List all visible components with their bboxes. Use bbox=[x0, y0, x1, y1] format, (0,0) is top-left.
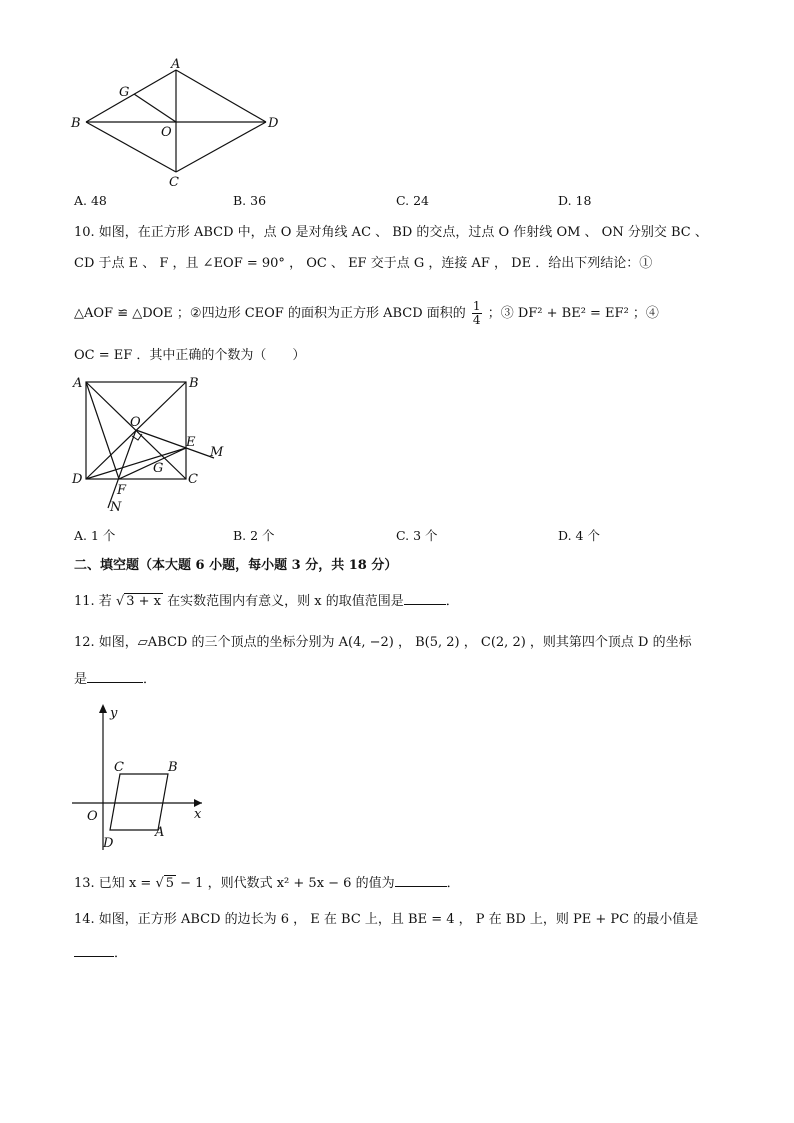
q12-label-C: C bbox=[114, 760, 124, 775]
section-2-title: 二、填空题（本大题 6 小题，每小题 3 分，共 18 分） bbox=[74, 558, 398, 573]
q13-answer-blank[interactable] bbox=[395, 874, 447, 887]
q9-label-G: G bbox=[119, 85, 130, 100]
q12-label-x: x bbox=[194, 807, 202, 822]
q12-line-2 bbox=[74, 670, 156, 689]
q9-option-a: A. 48 bbox=[74, 193, 107, 208]
q12-coordinate-figure bbox=[66, 700, 216, 856]
q12-label-B: B bbox=[168, 760, 178, 775]
q11-answer-blank[interactable] bbox=[404, 592, 446, 605]
q11-sqrt: √ 3 + x bbox=[115, 594, 162, 609]
q10-label-A: A bbox=[73, 376, 83, 391]
q13-sqrt: √ 5 bbox=[155, 876, 175, 891]
q9-rhombus-figure bbox=[66, 56, 286, 190]
q10-label-O: O bbox=[130, 415, 141, 430]
q10-label-C: C bbox=[188, 472, 198, 487]
q9-label-O: O bbox=[161, 125, 172, 140]
q13-prefix: 13. 已知 x = bbox=[74, 876, 152, 891]
q9-label-A: A bbox=[171, 57, 181, 72]
q12-line-2-prefix: 是 bbox=[74, 672, 88, 687]
q12-label-O: O bbox=[87, 809, 98, 824]
q14-answer-blank[interactable] bbox=[74, 944, 114, 957]
q13-mid: − 1 ，则代数式 x² + 5x − 6 的值为 bbox=[180, 876, 395, 891]
q13-line bbox=[74, 874, 460, 893]
q10-label-D: D bbox=[72, 472, 83, 487]
q10-frac-den: 4 bbox=[472, 313, 481, 327]
q12-line-2-end: ． bbox=[143, 672, 157, 687]
q10-frac-num: 1 bbox=[472, 299, 481, 313]
q10-fraction bbox=[472, 300, 482, 327]
q12-answer-blank[interactable] bbox=[87, 670, 143, 683]
q11-line bbox=[74, 592, 459, 611]
q10-label-G: G bbox=[153, 461, 164, 476]
q9-option-d: D. 18 bbox=[558, 193, 592, 208]
q10-line-2: CD 于点 E 、 F ，且 ∠EOF = 90° ， OC 、 EF 交于点 G ，连接 AF ， DE ．给出下列结论：① bbox=[74, 256, 653, 271]
q10-option-b: B. 2 个 bbox=[233, 528, 275, 543]
q12-label-A: A bbox=[155, 825, 165, 840]
q10-label-N: N bbox=[110, 500, 122, 515]
q9-label-C: C bbox=[169, 175, 179, 190]
q10-square-figure bbox=[66, 370, 236, 518]
q9-label-D: D bbox=[268, 116, 279, 131]
q14-line-2-end: ． bbox=[114, 946, 128, 961]
q9-label-B: B bbox=[71, 116, 81, 131]
q13-end: ． bbox=[446, 876, 460, 891]
q11-suffix: 在实数范围内有意义，则 x 的取值范围是 bbox=[167, 594, 404, 609]
q11-end: ． bbox=[445, 594, 459, 609]
q10-line-3a: △AOF ≌ △DOE ；②四边形 CEOF 的面积为正方形 ABCD 面积的 bbox=[74, 306, 466, 321]
q14-line-1: 14. 如图，正方形 ABCD 的边长为 6 ， E 在 BC 上，且 BE = 4 ， P 在 BD 上，则 PE + PC 的最小值是 bbox=[74, 912, 699, 927]
q10-line-4: OC = EF ．其中正确的个数为（ ） bbox=[74, 348, 306, 363]
q13-radicand: 5 bbox=[165, 876, 175, 891]
q9-option-b: B. 36 bbox=[233, 193, 267, 208]
q9-option-c: C. 24 bbox=[396, 193, 429, 208]
q12-label-D: D bbox=[103, 836, 114, 851]
q10-option-a: A. 1 个 bbox=[74, 528, 116, 543]
q10-line-1: 10. 如图，在正方形 ABCD 中，点 O 是对角线 AC 、 BD 的交点，过点 O 作射线 OM 、 ON 分别交 BC 、 bbox=[74, 225, 708, 240]
q14-line-2 bbox=[74, 944, 127, 963]
q12-label-y: y bbox=[110, 706, 118, 721]
q12-line-1: 12. 如图，▱ABCD 的三个顶点的坐标分别为 A(4, −2) ， B(5, 2) ， C(2, 2) ，则其第四个顶点 D 的坐标 bbox=[74, 635, 692, 650]
q10-label-E: E bbox=[186, 435, 196, 450]
q10-option-c: C. 3 个 bbox=[396, 528, 438, 543]
q10-line-3b: ；③ DF² + BE² = EF² ；④ bbox=[487, 306, 659, 321]
q10-label-F: F bbox=[117, 483, 127, 498]
q11-prefix: 11. 若 bbox=[74, 594, 112, 609]
q10-option-d: D. 4 个 bbox=[558, 528, 600, 543]
q10-line-3 bbox=[74, 300, 659, 327]
q10-label-M: M bbox=[210, 445, 224, 460]
q11-radicand: 3 + x bbox=[126, 594, 162, 609]
q10-label-B: B bbox=[189, 376, 199, 391]
